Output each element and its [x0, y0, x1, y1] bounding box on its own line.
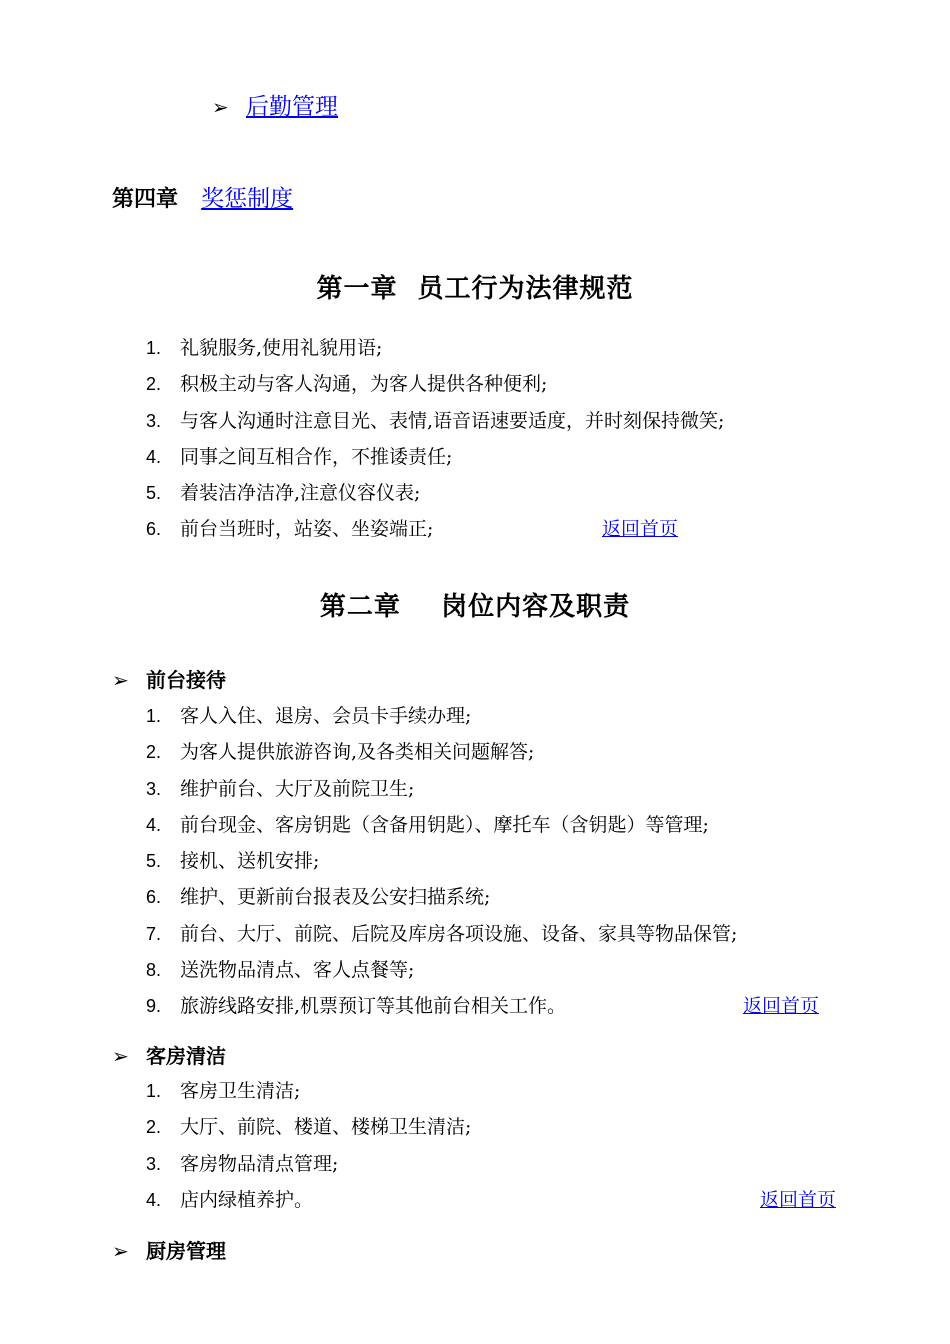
list-item: 2. 积极主动与客人沟通，为客人提供各种便利;	[146, 373, 548, 396]
list-item: 5. 接机、送机安排;	[146, 850, 320, 873]
arrowhead-bullet-icon: ➢	[112, 1044, 129, 1068]
arrowhead-bullet-icon: ➢	[112, 1239, 129, 1263]
arrowhead-bullet-icon: ➢	[212, 95, 229, 119]
back-home-link[interactable]: 返回首页	[602, 518, 679, 541]
chapter1-heading: 第一章 员工行为法律规范	[316, 274, 634, 304]
arrowhead-bullet-icon: ➢	[112, 668, 129, 692]
list-item: 2. 为客人提供旅游咨询,及各类相关问题解答;	[146, 741, 535, 764]
list-item: 4. 店内绿植养护。 返回首页	[146, 1182, 471, 1218]
section-title: 厨房管理	[146, 1239, 226, 1263]
list-item: 6. 维护、更新前台报表及公安扫描系统;	[146, 886, 491, 909]
back-home-link[interactable]: 返回首页	[760, 1188, 837, 1211]
back-home-link[interactable]: 返回首页	[743, 995, 820, 1018]
toc-chapter4-prefix: 第四章	[112, 186, 179, 212]
list-item: 4. 前台现金、客房钥匙（含备用钥匙）、摩托车（含钥匙）等管理;	[146, 813, 709, 836]
housekeeping-list	[146, 1073, 837, 1218]
section-title: 前台接待	[146, 668, 226, 692]
list-item: 9. 旅游线路安排,机票预订等其他前台相关工作。 返回首页	[146, 988, 737, 1024]
toc-item-chapter4	[112, 180, 293, 213]
list-item: 4. 同事之间互相合作，不推诿责任;	[146, 445, 453, 468]
chapter1-list	[146, 330, 724, 548]
section-title: 客房清洁	[146, 1044, 226, 1068]
list-item: 6. 前台当班时，站姿、坐姿端正; 返回首页	[146, 511, 724, 547]
list-item: 5. 着装洁净洁净,注意仪容仪表;	[146, 482, 421, 505]
list-item: 2. 大厅、前院、楼道、楼梯卫生清洁;	[146, 1116, 472, 1139]
section-housekeeping	[112, 1040, 226, 1069]
list-item: 7. 前台、大厅、前院、后院及库房各项设施、设备、家具等物品保管;	[146, 922, 738, 945]
list-item: 1. 客房卫生清洁;	[146, 1080, 301, 1102]
list-item: 1. 礼貌服务,使用礼貌用语;	[146, 337, 383, 359]
list-item: 3. 与客人沟通时注意目光、表情,语音语速要适度，并时刻保持微笑;	[146, 409, 725, 432]
list-item: 1. 客人入住、退房、会员卡手续办理;	[146, 705, 472, 727]
list-item: 8. 送洗物品清点、客人点餐等;	[146, 959, 415, 982]
chapter2-heading: 第二章 岗位内容及职责	[319, 592, 631, 622]
toc-link-logistics[interactable]: 后勤管理	[246, 94, 338, 120]
front-desk-list	[146, 698, 820, 1025]
toc-item-logistics	[212, 88, 338, 121]
section-kitchen	[112, 1235, 226, 1264]
section-front-desk	[112, 664, 226, 693]
toc-link-chapter4[interactable]: 奖惩制度	[201, 186, 294, 212]
list-item: 3. 客房物品清点管理;	[146, 1152, 339, 1175]
list-item: 3. 维护前台、大厅及前院卫生;	[146, 777, 415, 800]
